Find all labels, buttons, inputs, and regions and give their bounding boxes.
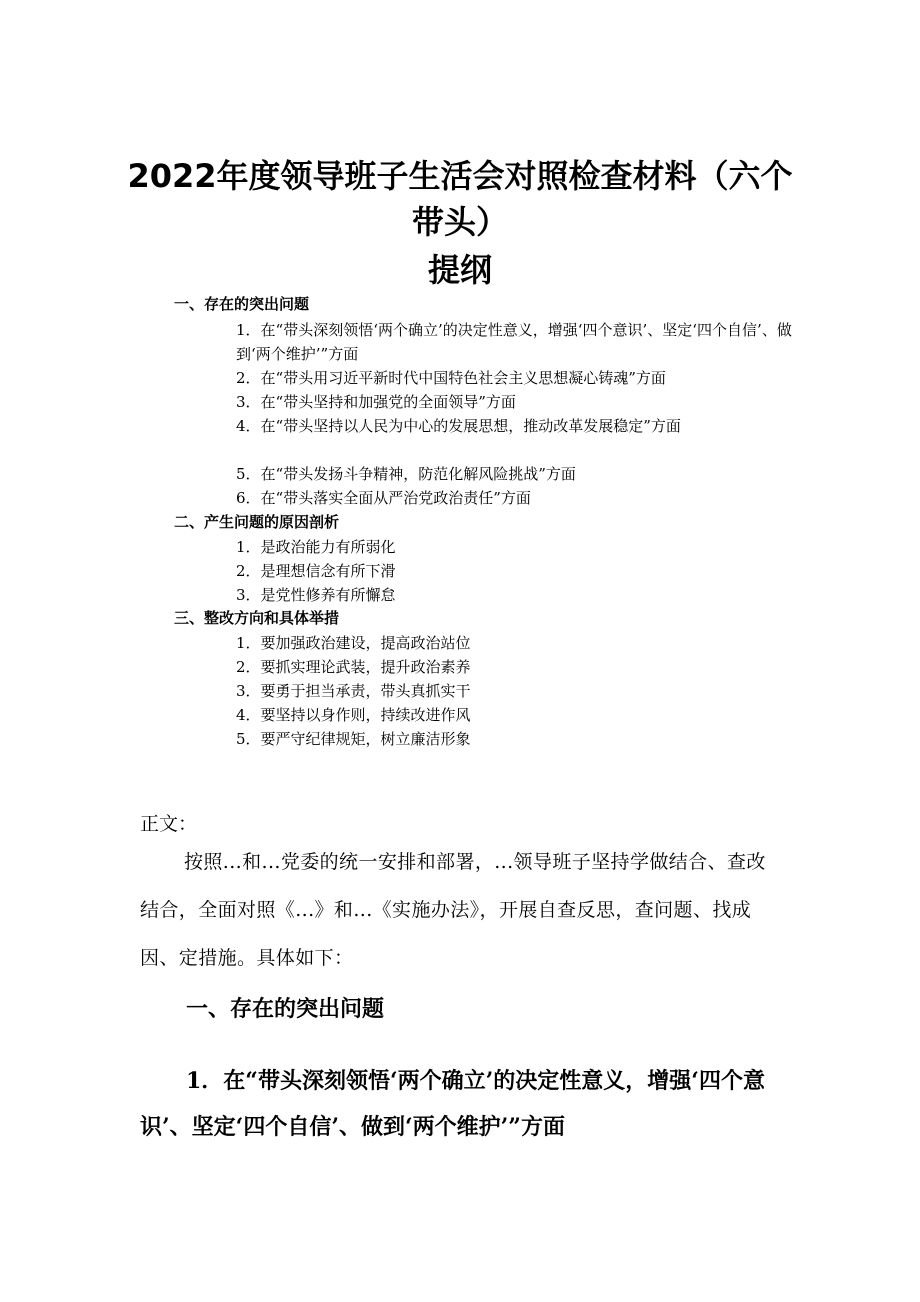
outline-heading-1: 一、存在的突出问题 <box>174 295 310 313</box>
outline-item: 4．在“带头坚持以人民为中心的发展思想，推动改革发展稳定”方面 <box>236 417 681 435</box>
outline-item: 5．在“带头发扬斗争精神，防范化解风险挑战”方面 <box>236 465 576 483</box>
section-heading: 一、存在的突出问题 <box>186 997 385 1022</box>
outline-heading-3: 三、整改方向和具体举措 <box>174 609 340 627</box>
outline-heading-2: 二、产生问题的原因剖析 <box>174 513 340 531</box>
document-title-line-1: 2022年度领导班子生活会对照检查材料（六个 <box>127 157 793 195</box>
outline-item: 2．要抓实理论武装，提升政治素养 <box>236 658 471 676</box>
outline-item: 3．要勇于担当承责，带头真抓实干 <box>236 682 471 700</box>
outline-item: 6．在“带头落实全面从严治党政治责任”方面 <box>236 489 531 507</box>
outline-item: 2．是理想信念有所下滑 <box>236 562 396 580</box>
document-subtitle: 提纲 <box>427 251 492 289</box>
outline-item: 1．是政治能力有所弱化 <box>236 538 396 556</box>
outline-item: 1．要加强政治建设，提高政治站位 <box>236 634 471 652</box>
outline-item: 2．在“带头用习近平新时代中国特色社会主义思想凝心铸魂”方面 <box>236 369 666 387</box>
section-item-heading: 1．在“带头深刻领悟‘两个确立’的决定性意义，增强‘四个意识’、坚定‘四个自信’、做到‘两个维护’”方面 <box>140 1068 765 1140</box>
document-title-line-2: 带头） <box>411 203 508 241</box>
outline-item: 3．是党性修养有所懈怠 <box>236 586 396 604</box>
body-label: 正文： <box>140 813 198 835</box>
intro-paragraph: 按照...和...党委的统一安排和部署，...领导班子坚持学做结合、查改结合，全面对照《...》和...《实施办法》，开展自查反思，查问题、找成因、定措施。具体如下： <box>140 851 766 969</box>
outline-item: 1．在“带头深刻领悟‘两个确立’的决定性意义，增强‘四个意识’、坚定‘四个自信’、做到‘两个维护’”方面 <box>236 321 792 363</box>
outline-item: 4．要坚持以身作则，持续改进作风 <box>236 706 471 724</box>
outline-item: 5．要严守纪律规矩，树立廉洁形象 <box>236 730 471 748</box>
outline-item: 3．在“带头坚持和加强党的全面领导”方面 <box>236 393 516 411</box>
